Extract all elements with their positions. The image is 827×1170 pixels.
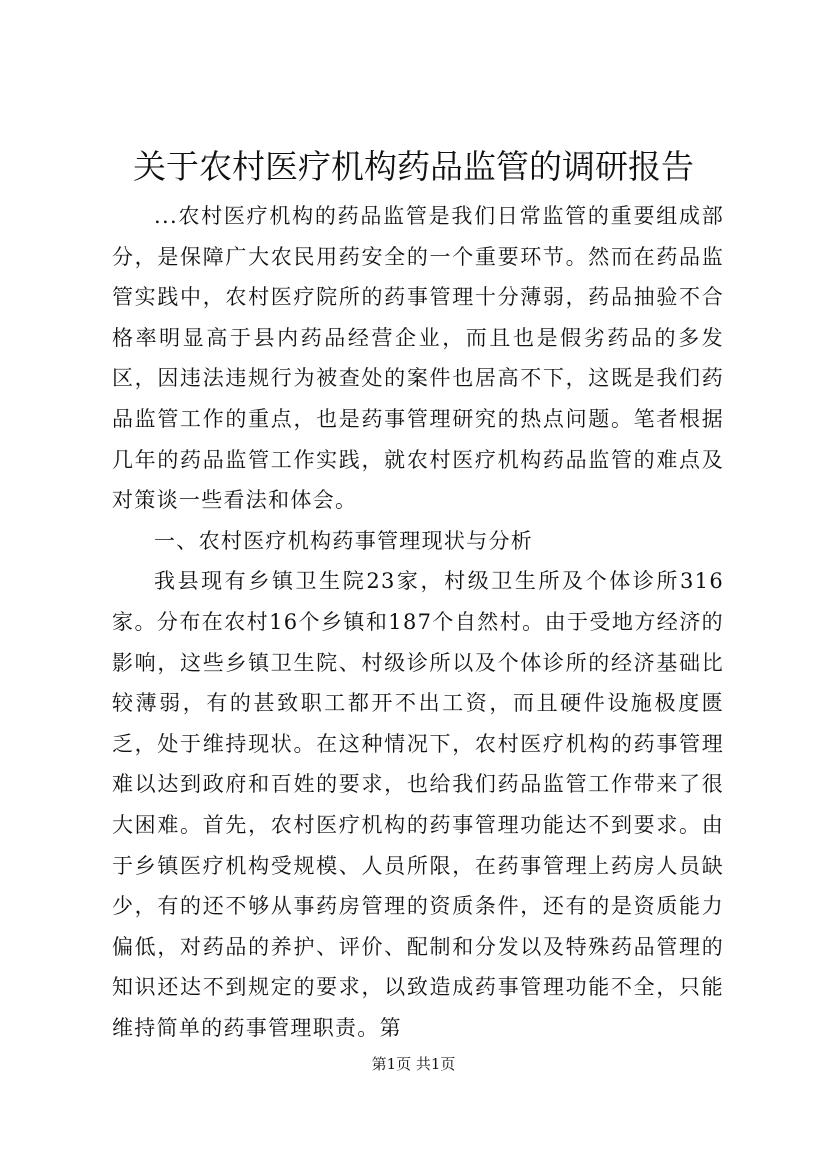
section-heading: 一、农村医疗机构药事管理现状与分析 [154,528,534,553]
document-body [112,196,724,1048]
page-footer: 第1页 共1页 [371,1055,456,1073]
document-title: 关于农村医疗机构药品监管的调研报告 [133,147,694,186]
paragraph-status: 我县现有乡镇卫生院23家，村级卫生所及个体诊所316家。分布在农村16个乡镇和187个自然村。由于受地方经济的影响，这些乡镇卫生院、村级诊所以及个体诊所的经济基础比较薄弱，有的甚致职工都开不出工资，而且硬件设施极度匮乏，处于维持现状。在这种情况下，农村医疗机构的药事管理难以达到政府和百姓的要求，也给我们药品监管工作带来了很大困难。首先，农村医疗机构的药事管理功能达不到要求。由于乡镇医疗机构受规模、人员所限，在药事管理上药房人员缺少，有的还不够从事药房管理的资质条件，还有的是资质能力偏低，对药品的养护、评价、配制和分发以及特殊药品管理的知识还达不到规定的要求，以致造成药事管理功能不全，只能维持简单的药事管理职责。第 [112,569,724,1040]
paragraph-intro: ...农村医疗机构的药品监管是我们日常监管的重要组成部分，是保障广大农民用药安全的一个重要环节。然而在药品监管实践中，农村医疗院所的药事管理十分薄弱，药品抽验不合格率明显高于县内药品经营企业，而且也是假劣药品的多发区，因违法违规行为被查处的案件也居高不下，这既是我们药品监管工作的重点，也是药事管理研究的热点问题。笔者根据几年的药品监管工作实践，就农村医疗机构药品监管的难点及对策谈一些看法和体会。 [112,204,724,513]
